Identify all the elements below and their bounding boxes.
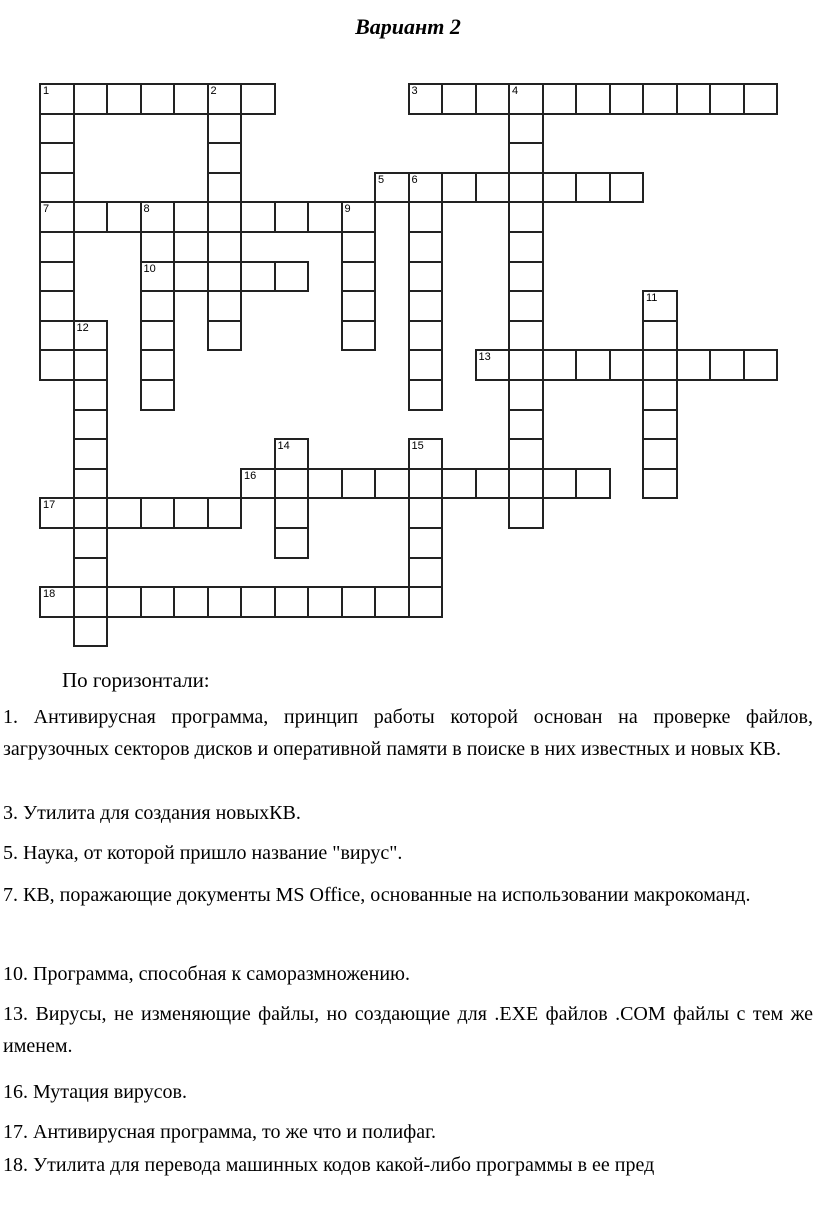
- crossword-clue-number: 10: [143, 262, 156, 275]
- crossword-cell: [609, 83, 645, 115]
- crossword-clue-number: 15: [411, 440, 424, 453]
- crossword-cell: [508, 83, 544, 115]
- crossword-cell: [575, 349, 611, 381]
- crossword-cell: [408, 290, 444, 322]
- crossword-cell: [374, 468, 410, 500]
- crossword-cell: [140, 83, 176, 115]
- crossword-cell: [542, 468, 578, 500]
- crossword-cell: [39, 586, 75, 618]
- crossword-cell: [73, 349, 109, 381]
- crossword-cell: [73, 527, 109, 559]
- crossword-cell: [39, 497, 75, 529]
- crossword-cell: [274, 261, 310, 293]
- crossword-cell: [475, 172, 511, 204]
- page-title: Вариант 2: [355, 14, 461, 39]
- crossword-cell: [609, 349, 645, 381]
- crossword-cell: [441, 83, 477, 115]
- crossword-cell: [240, 261, 276, 293]
- crossword-cell: [341, 468, 377, 500]
- crossword-cell: [642, 290, 678, 322]
- crossword-cell: [709, 83, 745, 115]
- crossword-cell: [508, 379, 544, 411]
- crossword-clue-number: 14: [277, 440, 290, 453]
- crossword-cell: [508, 320, 544, 352]
- crossword-clue-number: 12: [76, 321, 89, 334]
- crossword-cell: [341, 586, 377, 618]
- clue-item: 5. Наука, от которой пришло название "вирус".: [3, 842, 403, 864]
- crossword-cell: [508, 231, 544, 263]
- crossword-cell: [341, 231, 377, 263]
- crossword-cell: [39, 231, 75, 263]
- crossword-cell: [39, 201, 75, 233]
- crossword-cell: [73, 438, 109, 470]
- crossword-cell: [609, 172, 645, 204]
- crossword-clue-number: 1: [43, 85, 50, 97]
- crossword-cell: [73, 468, 109, 500]
- crossword-cell: [743, 349, 779, 381]
- clue-item: 18. Утилита для перевода машинных кодов какой-либо программы в ее пред: [3, 1154, 655, 1176]
- clue-item: 13. Вирусы, не изменяющие файлы, но создающие для .EXE файлов .COM файлы с тем же именем.: [3, 1003, 813, 1057]
- crossword-cell: [274, 438, 310, 470]
- crossword-cell: [240, 201, 276, 233]
- crossword-clue-number: 4: [512, 85, 519, 97]
- crossword-cell: [642, 379, 678, 411]
- crossword-cell: [173, 497, 209, 529]
- clue-item: 17. Антивирусная программа, то же что и полифаг.: [3, 1121, 437, 1143]
- crossword-cell: [575, 468, 611, 500]
- crossword-cell: [207, 231, 243, 263]
- crossword-cell: [408, 349, 444, 381]
- crossword-cell: [173, 83, 209, 115]
- crossword-cell: [475, 349, 511, 381]
- crossword-cell: [207, 113, 243, 145]
- crossword-clue-number: 18: [43, 588, 56, 601]
- crossword-cell: [676, 349, 712, 381]
- crossword-cell: [207, 261, 243, 293]
- crossword-cell: [207, 586, 243, 618]
- crossword-cell: [341, 201, 377, 233]
- crossword-cell: [542, 349, 578, 381]
- crossword-clue-number: 16: [244, 469, 257, 482]
- crossword-cell: [140, 320, 176, 352]
- crossword-cell: [508, 497, 544, 529]
- crossword-clue-number: 11: [646, 292, 658, 305]
- crossword-cell: [140, 261, 176, 293]
- crossword-cell: [508, 261, 544, 293]
- crossword-cell: [274, 586, 310, 618]
- crossword-cell: [475, 83, 511, 115]
- crossword-cell: [341, 261, 377, 293]
- crossword-cell: [274, 468, 310, 500]
- crossword-cell: [140, 201, 176, 233]
- crossword-cell: [341, 290, 377, 322]
- crossword-cell: [39, 113, 75, 145]
- crossword-clue-number: 17: [43, 499, 56, 512]
- crossword-cell: [207, 497, 243, 529]
- crossword-cell: [508, 349, 544, 381]
- crossword-cell: [642, 349, 678, 381]
- crossword-cell: [408, 468, 444, 500]
- crossword-cell: [475, 468, 511, 500]
- crossword-cell: [39, 320, 75, 352]
- crossword-cell: [140, 290, 176, 322]
- crossword-cell: [508, 142, 544, 174]
- crossword-cell: [73, 586, 109, 618]
- crossword-cell: [542, 83, 578, 115]
- crossword-cell: [408, 557, 444, 589]
- section-heading-across: По горизонтали:: [62, 668, 210, 692]
- crossword-cell: [575, 83, 611, 115]
- clue-item: 1. Антивирусная программа, принцип работы которой основан на проверке файлов, загрузочных секторов дисков и оперативной памяти в поиске в них известных и новых КВ.: [3, 706, 813, 760]
- crossword-cell: [307, 201, 343, 233]
- crossword-cell: [408, 231, 444, 263]
- crossword-cell: [39, 349, 75, 381]
- crossword-cell: [39, 290, 75, 322]
- crossword-cell: [642, 409, 678, 441]
- crossword-cell: [207, 320, 243, 352]
- crossword-cell: [140, 231, 176, 263]
- crossword-cell: [408, 201, 444, 233]
- crossword-cell: [408, 586, 444, 618]
- crossword-cell: [508, 172, 544, 204]
- crossword-cell: [240, 586, 276, 618]
- crossword-clue-number: 8: [143, 203, 150, 216]
- crossword-cell: [140, 379, 176, 411]
- crossword-cell: [542, 172, 578, 204]
- clue-item: 16. Мутация вирусов.: [3, 1081, 187, 1103]
- crossword-cell: [39, 172, 75, 204]
- crossword-cell: [73, 409, 109, 441]
- crossword-cell: [173, 201, 209, 233]
- crossword-cell: [441, 468, 477, 500]
- crossword-cell: [39, 83, 75, 115]
- crossword-cell: [508, 409, 544, 441]
- crossword-cell: [508, 201, 544, 233]
- crossword-cell: [408, 527, 444, 559]
- crossword-cell: [274, 497, 310, 529]
- crossword-cell: [341, 320, 377, 352]
- crossword-cell: [408, 172, 444, 204]
- crossword-cell: [240, 83, 276, 115]
- crossword-cell: [374, 172, 410, 204]
- crossword-cell: [274, 527, 310, 559]
- clue-item: 7. КВ, поражающие документы MS Office, основанные на использовании макрокоманд.: [3, 884, 751, 906]
- crossword-cell: [140, 497, 176, 529]
- crossword-clue-number: 2: [210, 85, 217, 97]
- crossword-cell: [408, 320, 444, 352]
- crossword-cell: [642, 83, 678, 115]
- crossword-cell: [207, 142, 243, 174]
- crossword-cell: [642, 320, 678, 352]
- crossword-clue-number: 6: [411, 173, 418, 186]
- crossword-cell: [709, 349, 745, 381]
- crossword-cell: [173, 586, 209, 618]
- crossword-cell: [73, 379, 109, 411]
- crossword-cell: [508, 290, 544, 322]
- crossword-cell: [73, 616, 109, 648]
- crossword-cell: [408, 261, 444, 293]
- crossword-cell: [408, 497, 444, 529]
- crossword-cell: [39, 261, 75, 293]
- crossword-cell: [73, 201, 109, 233]
- crossword-cell: [508, 438, 544, 470]
- crossword-cell: [207, 201, 243, 233]
- crossword-cell: [508, 468, 544, 500]
- crossword-cell: [408, 438, 444, 470]
- crossword-cell: [642, 468, 678, 500]
- crossword-cell: [73, 497, 109, 529]
- crossword-clue-number: 7: [43, 203, 50, 216]
- crossword-cell: [508, 113, 544, 145]
- crossword-cell: [207, 290, 243, 322]
- crossword-cell: [575, 172, 611, 204]
- crossword-cell: [274, 201, 310, 233]
- crossword-clue-number: 9: [344, 203, 351, 216]
- crossword-cell: [408, 83, 444, 115]
- crossword-cell: [676, 83, 712, 115]
- crossword-cell: [743, 83, 779, 115]
- crossword-cell: [240, 468, 276, 500]
- clue-item: 3. Утилита для создания новыхКВ.: [3, 802, 301, 824]
- crossword-cell: [307, 586, 343, 618]
- crossword-cell: [73, 83, 109, 115]
- crossword-cell: [39, 142, 75, 174]
- crossword-cell: [173, 261, 209, 293]
- crossword-cell: [441, 172, 477, 204]
- crossword-cell: [106, 586, 142, 618]
- crossword-cell: [106, 201, 142, 233]
- crossword-clue-number: 5: [378, 173, 385, 186]
- crossword-cell: [207, 83, 243, 115]
- crossword-clue-number: 13: [478, 351, 491, 364]
- crossword-cell: [307, 468, 343, 500]
- crossword-cell: [73, 320, 109, 352]
- crossword-cell: [207, 172, 243, 204]
- crossword-cell: [106, 83, 142, 115]
- crossword-cell: [106, 497, 142, 529]
- crossword-cell: [374, 586, 410, 618]
- crossword-cell: [140, 349, 176, 381]
- crossword-cell: [140, 586, 176, 618]
- crossword-clue-number: 3: [411, 85, 418, 97]
- crossword-cell: [73, 557, 109, 589]
- crossword-cell: [642, 438, 678, 470]
- crossword-cell: [408, 379, 444, 411]
- clue-item: 10. Программа, способная к саморазмножению.: [3, 963, 410, 985]
